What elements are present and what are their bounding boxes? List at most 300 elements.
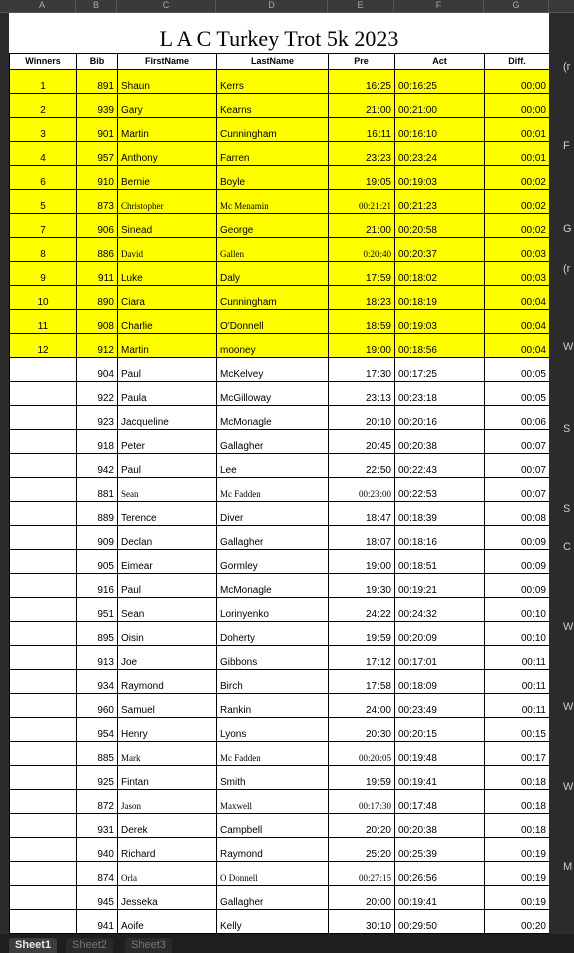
- pre-time-cell[interactable]: 20:45: [329, 430, 395, 454]
- table-row: [10, 478, 550, 502]
- bib-cell[interactable]: 885: [77, 742, 118, 766]
- bib-cell[interactable]: 909: [77, 526, 118, 550]
- table-row: [10, 742, 550, 766]
- bib-cell[interactable]: 889: [77, 502, 118, 526]
- lastname-cell[interactable]: McMonagle: [217, 574, 329, 598]
- act-time-cell[interactable]: 00:18:02: [395, 262, 485, 286]
- bib-cell[interactable]: 940: [77, 838, 118, 862]
- winner-cell[interactable]: [10, 550, 77, 574]
- panel-text-fragment: W: [563, 701, 574, 713]
- pre-time-cell[interactable]: 0:20:40: [329, 238, 395, 262]
- act-time-cell[interactable]: 00:19:03: [395, 166, 485, 190]
- diff-cell[interactable]: 00:09: [485, 574, 550, 598]
- header-act[interactable]: Act: [395, 54, 485, 70]
- table-row: [10, 838, 550, 862]
- diff-cell[interactable]: 00:08: [485, 502, 550, 526]
- pre-time-cell[interactable]: 18:47: [329, 502, 395, 526]
- winner-cell[interactable]: 5: [10, 190, 77, 214]
- firstname-cell[interactable]: Oisin: [118, 622, 217, 646]
- lastname-cell[interactable]: Kelly: [217, 910, 329, 934]
- pre-time-cell[interactable]: 19:59: [329, 766, 395, 790]
- bib-cell[interactable]: 872: [77, 790, 118, 814]
- lastname-cell[interactable]: Lorinyenko: [217, 598, 329, 622]
- bib-cell[interactable]: 941: [77, 910, 118, 934]
- act-time-cell[interactable]: 00:23:49: [395, 694, 485, 718]
- firstname-cell[interactable]: Richard: [118, 838, 217, 862]
- diff-cell[interactable]: 00:03: [485, 262, 550, 286]
- panel-text-fragment: S: [563, 423, 571, 435]
- pre-time-cell[interactable]: 23:13: [329, 382, 395, 406]
- diff-cell[interactable]: 00:09: [485, 526, 550, 550]
- winner-cell[interactable]: [10, 646, 77, 670]
- table-row: [10, 454, 550, 478]
- act-time-cell[interactable]: 00:20:15: [395, 718, 485, 742]
- firstname-cell[interactable]: Samuel: [118, 694, 217, 718]
- firstname-cell[interactable]: Bernie: [118, 166, 217, 190]
- firstname-cell[interactable]: Terence: [118, 502, 217, 526]
- bib-cell[interactable]: 895: [77, 622, 118, 646]
- winner-cell[interactable]: [10, 862, 77, 886]
- firstname-cell[interactable]: Shaun: [118, 70, 217, 94]
- act-time-cell[interactable]: 00:29:50: [395, 910, 485, 934]
- bib-cell[interactable]: 881: [77, 478, 118, 502]
- winner-cell[interactable]: [10, 694, 77, 718]
- firstname-cell[interactable]: Sean: [118, 478, 217, 502]
- winner-cell[interactable]: 4: [10, 142, 77, 166]
- diff-cell[interactable]: 00:05: [485, 382, 550, 406]
- pre-time-cell[interactable]: 21:00: [329, 94, 395, 118]
- act-time-cell[interactable]: 00:19:21: [395, 574, 485, 598]
- bib-cell[interactable]: 891: [77, 70, 118, 94]
- winner-cell[interactable]: 2: [10, 94, 77, 118]
- pre-time-cell[interactable]: 17:58: [329, 670, 395, 694]
- firstname-cell[interactable]: Christopher: [118, 190, 217, 214]
- lastname-cell[interactable]: Cunningham: [217, 118, 329, 142]
- table-row: [10, 358, 550, 382]
- act-time-cell[interactable]: 00:19:48: [395, 742, 485, 766]
- pre-time-cell[interactable]: 19:00: [329, 334, 395, 358]
- winner-cell[interactable]: [10, 670, 77, 694]
- table-row: [10, 886, 550, 910]
- diff-cell[interactable]: 00:15: [485, 718, 550, 742]
- winner-cell[interactable]: 7: [10, 214, 77, 238]
- winner-cell[interactable]: [10, 838, 77, 862]
- winner-cell[interactable]: 11: [10, 310, 77, 334]
- bib-cell[interactable]: 951: [77, 598, 118, 622]
- table-row: [10, 430, 550, 454]
- bib-cell[interactable]: 904: [77, 358, 118, 382]
- act-time-cell[interactable]: 00:22:43: [395, 454, 485, 478]
- panel-text-fragment: W: [563, 341, 574, 353]
- header-pre[interactable]: Pre: [329, 54, 395, 70]
- header-bib[interactable]: Bib: [77, 54, 118, 70]
- lastname-cell[interactable]: Lee: [217, 454, 329, 478]
- winner-cell[interactable]: [10, 790, 77, 814]
- winner-cell[interactable]: [10, 814, 77, 838]
- firstname-cell[interactable]: Sean: [118, 598, 217, 622]
- header-row: [10, 54, 550, 70]
- act-time-cell[interactable]: 00:16:25: [395, 70, 485, 94]
- firstname-cell[interactable]: Martin: [118, 118, 217, 142]
- firstname-cell[interactable]: Joe: [118, 646, 217, 670]
- diff-cell[interactable]: 00:18: [485, 814, 550, 838]
- lastname-cell[interactable]: Farren: [217, 142, 329, 166]
- firstname-cell[interactable]: Peter: [118, 430, 217, 454]
- lastname-cell[interactable]: Mc Fadden: [217, 478, 329, 502]
- diff-cell[interactable]: 00:07: [485, 430, 550, 454]
- bib-cell[interactable]: 957: [77, 142, 118, 166]
- diff-cell[interactable]: 00:06: [485, 406, 550, 430]
- table-row: [10, 526, 550, 550]
- diff-cell[interactable]: 00:11: [485, 646, 550, 670]
- winner-cell[interactable]: 9: [10, 262, 77, 286]
- pre-time-cell[interactable]: 17:12: [329, 646, 395, 670]
- diff-cell[interactable]: 00:02: [485, 166, 550, 190]
- winner-cell[interactable]: [10, 478, 77, 502]
- act-time-cell[interactable]: 00:18:19: [395, 286, 485, 310]
- pre-time-cell[interactable]: 19:30: [329, 574, 395, 598]
- act-time-cell[interactable]: 00:26:56: [395, 862, 485, 886]
- winner-cell[interactable]: [10, 430, 77, 454]
- lastname-cell[interactable]: Daly: [217, 262, 329, 286]
- lastname-cell[interactable]: Kerrs: [217, 70, 329, 94]
- act-time-cell[interactable]: 00:20:37: [395, 238, 485, 262]
- column-header-c[interactable]: C: [117, 0, 216, 12]
- lastname-cell[interactable]: Gallen: [217, 238, 329, 262]
- firstname-cell[interactable]: Mark: [118, 742, 217, 766]
- bib-cell[interactable]: 910: [77, 166, 118, 190]
- lastname-cell[interactable]: McMonagle: [217, 406, 329, 430]
- header-diff[interactable]: Diff.: [485, 54, 550, 70]
- act-time-cell[interactable]: 00:18:39: [395, 502, 485, 526]
- tab-sheet1[interactable]: Sheet1: [9, 938, 57, 953]
- act-time-cell[interactable]: 00:22:53: [395, 478, 485, 502]
- panel-text-fragment: G: [563, 223, 572, 235]
- diff-cell[interactable]: 00:00: [485, 94, 550, 118]
- winner-cell[interactable]: [10, 382, 77, 406]
- bib-cell[interactable]: 925: [77, 766, 118, 790]
- firstname-cell[interactable]: Fintan: [118, 766, 217, 790]
- pre-time-cell[interactable]: 16:11: [329, 118, 395, 142]
- table-row: [10, 622, 550, 646]
- diff-cell[interactable]: 00:03: [485, 238, 550, 262]
- diff-cell[interactable]: 00:19: [485, 862, 550, 886]
- diff-cell[interactable]: 00:07: [485, 454, 550, 478]
- table-row: [10, 70, 550, 94]
- winner-cell[interactable]: [10, 454, 77, 478]
- table-row: [10, 574, 550, 598]
- diff-cell[interactable]: 00:11: [485, 670, 550, 694]
- pre-time-cell[interactable]: 25:20: [329, 838, 395, 862]
- lastname-cell[interactable]: Maxwell: [217, 790, 329, 814]
- bib-cell[interactable]: 873: [77, 190, 118, 214]
- diff-cell[interactable]: 00:18: [485, 790, 550, 814]
- act-time-cell[interactable]: 00:18:09: [395, 670, 485, 694]
- act-time-cell[interactable]: 00:20:09: [395, 622, 485, 646]
- pre-time-cell[interactable]: 23:23: [329, 142, 395, 166]
- lastname-cell[interactable]: Campbell: [217, 814, 329, 838]
- act-time-cell[interactable]: 00:17:25: [395, 358, 485, 382]
- lastname-cell[interactable]: Mc Menamin: [217, 190, 329, 214]
- firstname-cell[interactable]: Henry: [118, 718, 217, 742]
- firstname-cell[interactable]: Aoife: [118, 910, 217, 934]
- bib-cell[interactable]: 918: [77, 430, 118, 454]
- diff-cell[interactable]: 00:18: [485, 766, 550, 790]
- act-time-cell[interactable]: 00:17:48: [395, 790, 485, 814]
- lastname-cell[interactable]: McGilloway: [217, 382, 329, 406]
- diff-cell[interactable]: 00:10: [485, 622, 550, 646]
- firstname-cell[interactable]: Gary: [118, 94, 217, 118]
- pre-time-cell[interactable]: 16:25: [329, 70, 395, 94]
- lastname-cell[interactable]: O Donnell: [217, 862, 329, 886]
- firstname-cell[interactable]: Paula: [118, 382, 217, 406]
- pre-time-cell[interactable]: 00:21:21: [329, 190, 395, 214]
- header-firstname[interactable]: FirstName: [118, 54, 217, 70]
- pre-time-cell[interactable]: 19:00: [329, 550, 395, 574]
- table-row: [10, 286, 550, 310]
- column-header-a[interactable]: A: [9, 0, 76, 12]
- lastname-cell[interactable]: George: [217, 214, 329, 238]
- diff-cell[interactable]: 00:10: [485, 598, 550, 622]
- pre-time-cell[interactable]: 19:59: [329, 622, 395, 646]
- lastname-cell[interactable]: McKelvey: [217, 358, 329, 382]
- column-header-f[interactable]: F: [394, 0, 484, 12]
- act-time-cell[interactable]: 00:17:01: [395, 646, 485, 670]
- adjacent-panel: [549, 13, 574, 934]
- firstname-cell[interactable]: Anthony: [118, 142, 217, 166]
- lastname-cell[interactable]: Boyle: [217, 166, 329, 190]
- firstname-cell[interactable]: Derek: [118, 814, 217, 838]
- pre-time-cell[interactable]: 00:27:15: [329, 862, 395, 886]
- diff-cell[interactable]: 00:02: [485, 190, 550, 214]
- diff-cell[interactable]: 00:01: [485, 142, 550, 166]
- pre-time-cell[interactable]: 30:10: [329, 910, 395, 934]
- pre-time-cell[interactable]: 00:20:05: [329, 742, 395, 766]
- diff-cell[interactable]: 00:01: [485, 118, 550, 142]
- firstname-cell[interactable]: Jason: [118, 790, 217, 814]
- column-header-d[interactable]: D: [216, 0, 328, 12]
- act-time-cell[interactable]: 00:20:38: [395, 430, 485, 454]
- firstname-cell[interactable]: Paul: [118, 358, 217, 382]
- bib-cell[interactable]: 905: [77, 550, 118, 574]
- lastname-cell[interactable]: Cunningham: [217, 286, 329, 310]
- firstname-cell[interactable]: Jesseka: [118, 886, 217, 910]
- act-time-cell[interactable]: 00:20:38: [395, 814, 485, 838]
- lastname-cell[interactable]: Gibbons: [217, 646, 329, 670]
- lastname-cell[interactable]: Mc Fadden: [217, 742, 329, 766]
- diff-cell[interactable]: 00:00: [485, 70, 550, 94]
- winner-cell[interactable]: [10, 358, 77, 382]
- pre-time-cell[interactable]: 21:00: [329, 214, 395, 238]
- results-table: [9, 53, 549, 934]
- winner-cell[interactable]: [10, 574, 77, 598]
- pre-time-cell[interactable]: 20:00: [329, 886, 395, 910]
- diff-cell[interactable]: 00:11: [485, 694, 550, 718]
- diff-cell[interactable]: 00:09: [485, 550, 550, 574]
- panel-text-fragment: S: [563, 503, 571, 515]
- lastname-cell[interactable]: mooney: [217, 334, 329, 358]
- firstname-cell[interactable]: Jacqueline: [118, 406, 217, 430]
- act-time-cell[interactable]: 00:18:51: [395, 550, 485, 574]
- firstname-cell[interactable]: Eimear: [118, 550, 217, 574]
- bib-cell[interactable]: 939: [77, 94, 118, 118]
- winner-cell[interactable]: 1: [10, 70, 77, 94]
- winner-cell[interactable]: [10, 622, 77, 646]
- table-row: [10, 646, 550, 670]
- firstname-cell[interactable]: David: [118, 238, 217, 262]
- pre-time-cell[interactable]: 00:17:30: [329, 790, 395, 814]
- act-time-cell[interactable]: 00:16:10: [395, 118, 485, 142]
- pre-time-cell[interactable]: 22:50: [329, 454, 395, 478]
- tab-sheet2[interactable]: Sheet2: [66, 938, 113, 953]
- table-row: [10, 382, 550, 406]
- diff-cell[interactable]: 00:07: [485, 478, 550, 502]
- winner-cell[interactable]: [10, 406, 77, 430]
- act-time-cell[interactable]: 00:19:41: [395, 886, 485, 910]
- winner-cell[interactable]: [10, 718, 77, 742]
- lastname-cell[interactable]: Rankin: [217, 694, 329, 718]
- act-time-cell[interactable]: 00:24:32: [395, 598, 485, 622]
- pre-time-cell[interactable]: 20:20: [329, 814, 395, 838]
- pre-time-cell[interactable]: 17:30: [329, 358, 395, 382]
- spreadsheet-grid[interactable]: [9, 13, 549, 934]
- winner-cell[interactable]: [10, 502, 77, 526]
- pre-time-cell[interactable]: 18:23: [329, 286, 395, 310]
- winner-cell[interactable]: [10, 526, 77, 550]
- lastname-cell[interactable]: Raymond: [217, 838, 329, 862]
- bib-cell[interactable]: 890: [77, 286, 118, 310]
- winner-cell[interactable]: 3: [10, 118, 77, 142]
- winner-cell[interactable]: [10, 910, 77, 934]
- winner-cell[interactable]: [10, 598, 77, 622]
- bib-cell[interactable]: 912: [77, 334, 118, 358]
- panel-text-fragment: W: [563, 621, 574, 633]
- diff-cell[interactable]: 00:04: [485, 310, 550, 334]
- lastname-cell[interactable]: Kearns: [217, 94, 329, 118]
- lastname-cell[interactable]: Diver: [217, 502, 329, 526]
- pre-time-cell[interactable]: 19:05: [329, 166, 395, 190]
- lastname-cell[interactable]: O'Donnell: [217, 310, 329, 334]
- bib-cell[interactable]: 954: [77, 718, 118, 742]
- lastname-cell[interactable]: Smith: [217, 766, 329, 790]
- act-time-cell[interactable]: 00:18:16: [395, 526, 485, 550]
- act-time-cell[interactable]: 00:21:23: [395, 190, 485, 214]
- winner-cell[interactable]: 10: [10, 286, 77, 310]
- act-time-cell[interactable]: 00:23:18: [395, 382, 485, 406]
- diff-cell[interactable]: 00:05: [485, 358, 550, 382]
- lastname-cell[interactable]: Doherty: [217, 622, 329, 646]
- table-row: [10, 862, 550, 886]
- bib-cell[interactable]: 934: [77, 670, 118, 694]
- diff-cell[interactable]: 00:19: [485, 838, 550, 862]
- act-time-cell[interactable]: 00:25:39: [395, 838, 485, 862]
- header-lastname[interactable]: LastName: [217, 54, 329, 70]
- bib-cell[interactable]: 874: [77, 862, 118, 886]
- lastname-cell[interactable]: Gallagher: [217, 886, 329, 910]
- diff-cell[interactable]: 00:02: [485, 214, 550, 238]
- winner-cell[interactable]: [10, 766, 77, 790]
- firstname-cell[interactable]: Sinead: [118, 214, 217, 238]
- winner-cell[interactable]: 12: [10, 334, 77, 358]
- lastname-cell[interactable]: Gormley: [217, 550, 329, 574]
- bib-cell[interactable]: 886: [77, 238, 118, 262]
- sheet-tab-bar: [0, 934, 574, 953]
- winner-cell[interactable]: 8: [10, 238, 77, 262]
- panel-text-fragment: (r: [563, 263, 571, 275]
- diff-cell[interactable]: 00:20: [485, 910, 550, 934]
- panel-text-fragment: M: [563, 861, 573, 873]
- act-time-cell[interactable]: 00:20:16: [395, 406, 485, 430]
- lastname-cell[interactable]: Gallagher: [217, 430, 329, 454]
- bib-cell[interactable]: 923: [77, 406, 118, 430]
- table-row: [10, 142, 550, 166]
- column-header-e[interactable]: E: [328, 0, 394, 12]
- bib-cell[interactable]: 916: [77, 574, 118, 598]
- pre-time-cell[interactable]: 18:59: [329, 310, 395, 334]
- act-time-cell[interactable]: 00:19:41: [395, 766, 485, 790]
- bib-cell[interactable]: 942: [77, 454, 118, 478]
- bib-cell[interactable]: 922: [77, 382, 118, 406]
- bib-cell[interactable]: 913: [77, 646, 118, 670]
- lastname-cell[interactable]: Gallagher: [217, 526, 329, 550]
- header-winners[interactable]: Winners: [10, 54, 77, 70]
- bib-cell[interactable]: 945: [77, 886, 118, 910]
- tab-sheet3[interactable]: Sheet3: [125, 938, 172, 953]
- column-header-b[interactable]: B: [76, 0, 117, 12]
- winner-cell[interactable]: [10, 886, 77, 910]
- firstname-cell[interactable]: Orla: [118, 862, 217, 886]
- firstname-cell[interactable]: Luke: [118, 262, 217, 286]
- act-time-cell[interactable]: 00:18:56: [395, 334, 485, 358]
- act-time-cell[interactable]: 00:23:24: [395, 142, 485, 166]
- firstname-cell[interactable]: Paul: [118, 574, 217, 598]
- bib-cell[interactable]: 911: [77, 262, 118, 286]
- act-time-cell[interactable]: 00:20:58: [395, 214, 485, 238]
- bib-cell[interactable]: 901: [77, 118, 118, 142]
- diff-cell[interactable]: 00:04: [485, 334, 550, 358]
- lastname-cell[interactable]: Birch: [217, 670, 329, 694]
- firstname-cell[interactable]: Charlie: [118, 310, 217, 334]
- bib-cell[interactable]: 908: [77, 310, 118, 334]
- bib-cell[interactable]: 960: [77, 694, 118, 718]
- winner-cell[interactable]: 6: [10, 166, 77, 190]
- bib-cell[interactable]: 906: [77, 214, 118, 238]
- table-row: [10, 406, 550, 430]
- panel-text-fragment: (r: [563, 61, 571, 73]
- firstname-cell[interactable]: Raymond: [118, 670, 217, 694]
- winner-cell[interactable]: [10, 742, 77, 766]
- column-header-g[interactable]: G: [484, 0, 549, 12]
- lastname-cell[interactable]: Lyons: [217, 718, 329, 742]
- act-time-cell[interactable]: 00:19:03: [395, 310, 485, 334]
- diff-cell[interactable]: 00:17: [485, 742, 550, 766]
- pre-time-cell[interactable]: 17:59: [329, 262, 395, 286]
- bib-cell[interactable]: 931: [77, 814, 118, 838]
- pre-time-cell[interactable]: 00:23:00: [329, 478, 395, 502]
- pre-time-cell[interactable]: 24:00: [329, 694, 395, 718]
- pre-time-cell[interactable]: 18:07: [329, 526, 395, 550]
- diff-cell[interactable]: 00:19: [485, 886, 550, 910]
- pre-time-cell[interactable]: 20:30: [329, 718, 395, 742]
- firstname-cell[interactable]: Declan: [118, 526, 217, 550]
- act-time-cell[interactable]: 00:21:00: [395, 94, 485, 118]
- firstname-cell[interactable]: Paul: [118, 454, 217, 478]
- diff-cell[interactable]: 00:04: [485, 286, 550, 310]
- firstname-cell[interactable]: Ciara: [118, 286, 217, 310]
- firstname-cell[interactable]: Martin: [118, 334, 217, 358]
- pre-time-cell[interactable]: 24:22: [329, 598, 395, 622]
- pre-time-cell[interactable]: 20:10: [329, 406, 395, 430]
